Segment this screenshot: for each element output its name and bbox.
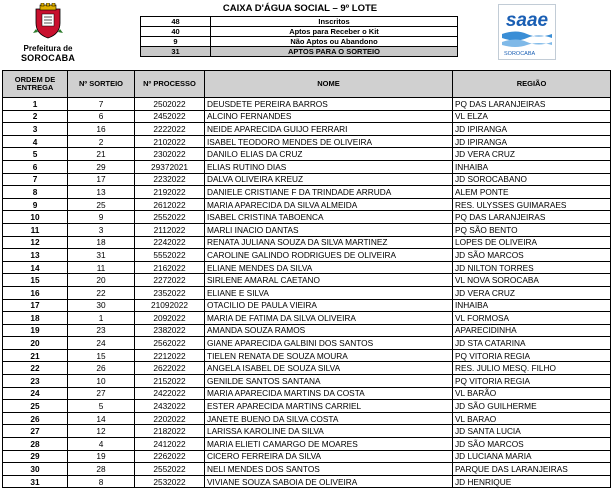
- region-cell: INHAIBA: [453, 299, 611, 312]
- region-cell: VL FORMOSA: [453, 312, 611, 325]
- region-cell: PQ DAS LARANJEIRAS: [453, 98, 611, 111]
- process-number-cell: 2302022: [135, 148, 205, 161]
- draw-number-cell: 9: [68, 211, 135, 224]
- process-number-cell: 29372021: [135, 160, 205, 173]
- saae-logo: [498, 4, 556, 60]
- name-cell: ELIAS RUTINO DIAS: [205, 160, 453, 173]
- draw-number-cell: 15: [68, 349, 135, 362]
- delivery-order-cell: 25: [3, 400, 68, 413]
- table-row: [3, 312, 611, 325]
- name-cell: MARIA DE FATIMA DA SILVA OLIVEIRA: [205, 312, 453, 325]
- summary-count: 31: [141, 47, 211, 57]
- table-row: [3, 211, 611, 224]
- summary-label: APTOS PARA O SORTEIO: [211, 47, 458, 57]
- table-row: [3, 475, 611, 488]
- draw-number-cell: 29: [68, 160, 135, 173]
- process-number-cell: 5552022: [135, 249, 205, 262]
- delivery-order-cell: 22: [3, 362, 68, 375]
- delivery-order-cell: 16: [3, 286, 68, 299]
- region-cell: PQ VITORIA REGIA: [453, 349, 611, 362]
- name-cell: DANILO ELIAS DA CRUZ: [205, 148, 453, 161]
- process-number-cell: 2612022: [135, 198, 205, 211]
- summary-count: 48: [141, 17, 211, 27]
- delivery-order-cell: 10: [3, 211, 68, 224]
- name-cell: AMANDA SOUZA RAMOS: [205, 324, 453, 337]
- delivery-order-cell: 27: [3, 425, 68, 438]
- table-row: [3, 450, 611, 463]
- region-cell: JD IPIRANGA: [453, 135, 611, 148]
- draw-number-cell: 26: [68, 362, 135, 375]
- process-number-cell: 2552022: [135, 211, 205, 224]
- table-row: [3, 123, 611, 136]
- table-row: [3, 362, 611, 375]
- draw-number-cell: 8: [68, 475, 135, 488]
- draw-number-cell: 13: [68, 186, 135, 199]
- region-cell: PARQUE DAS LARANJEIRAS: [453, 463, 611, 476]
- region-cell: RES. JULIO MESQ. FILHO: [453, 362, 611, 375]
- delivery-order-cell: 13: [3, 249, 68, 262]
- process-number-cell: 2112022: [135, 223, 205, 236]
- draw-number-cell: 20: [68, 274, 135, 287]
- process-number-cell: 2192022: [135, 186, 205, 199]
- region-cell: JD NILTON TORRES: [453, 261, 611, 274]
- name-cell: MARLI INACIO DANTAS: [205, 223, 453, 236]
- draw-number-cell: 7: [68, 98, 135, 111]
- table-row: [3, 261, 611, 274]
- table-header-row: [3, 71, 611, 98]
- name-cell: ESTER APARECIDA MARTINS CARRIEL: [205, 400, 453, 413]
- summary-row: [141, 47, 458, 57]
- process-number-cell: 2382022: [135, 324, 205, 337]
- delivery-order-cell: 6: [3, 160, 68, 173]
- delivery-order-cell: 9: [3, 198, 68, 211]
- process-number-cell: 2262022: [135, 450, 205, 463]
- delivery-order-cell: 21: [3, 349, 68, 362]
- region-cell: RES. ULYSSES GUIMARAES: [453, 198, 611, 211]
- table-row: [3, 400, 611, 413]
- process-number-cell: 21092022: [135, 299, 205, 312]
- summary-row: [141, 27, 458, 37]
- draw-number-cell: 23: [68, 324, 135, 337]
- region-cell: JD SOROCABANO: [453, 173, 611, 186]
- process-number-cell: 2272022: [135, 274, 205, 287]
- summary-count: 40: [141, 27, 211, 37]
- delivery-order-cell: 12: [3, 236, 68, 249]
- region-cell: JD SÃO MARCOS: [453, 249, 611, 262]
- column-header: REGIÃO: [453, 71, 611, 98]
- name-cell: GIANE APARECIDA GALBINI DOS SANTOS: [205, 337, 453, 350]
- table-row: [3, 299, 611, 312]
- delivery-order-cell: 18: [3, 312, 68, 325]
- prefeitura-logo: [6, 3, 90, 65]
- name-cell: OTACILIO DE PAULA VIEIRA: [205, 299, 453, 312]
- draw-number-cell: 1: [68, 312, 135, 325]
- process-number-cell: 2222022: [135, 123, 205, 136]
- draw-number-cell: 18: [68, 236, 135, 249]
- process-number-cell: 2102022: [135, 135, 205, 148]
- table-row: [3, 324, 611, 337]
- name-cell: ISABEL TEODORO MENDES DE OLIVEIRA: [205, 135, 453, 148]
- name-cell: ELIANE MENDES DA SILVA: [205, 261, 453, 274]
- table-row: [3, 110, 611, 123]
- region-cell: VL NOVA SOROCABA: [453, 274, 611, 287]
- name-cell: DANIELE CRISTIANE F DA TRINDADE ARRUDA: [205, 186, 453, 199]
- region-cell: PQ DAS LARANJEIRAS: [453, 211, 611, 224]
- process-number-cell: 2552022: [135, 463, 205, 476]
- delivery-order-cell: 3: [3, 123, 68, 136]
- delivery-order-cell: 24: [3, 387, 68, 400]
- process-number-cell: 2212022: [135, 349, 205, 362]
- process-number-cell: 2432022: [135, 400, 205, 413]
- region-cell: JD SANTA LUCIA: [453, 425, 611, 438]
- name-cell: SIRLENE AMARAL CAETANO: [205, 274, 453, 287]
- name-cell: RENATA JULIANA SOUZA DA SILVA MARTINEZ: [205, 236, 453, 249]
- draw-number-cell: 11: [68, 261, 135, 274]
- draw-number-cell: 28: [68, 463, 135, 476]
- summary-count: 9: [141, 37, 211, 47]
- process-number-cell: 2152022: [135, 375, 205, 388]
- table-row: [3, 98, 611, 111]
- delivery-order-cell: 23: [3, 375, 68, 388]
- delivery-order-cell: 31: [3, 475, 68, 488]
- name-cell: ELIANE E SILVA: [205, 286, 453, 299]
- delivery-order-cell: 2: [3, 110, 68, 123]
- draw-number-cell: 4: [68, 438, 135, 451]
- process-number-cell: 2242022: [135, 236, 205, 249]
- table-row: [3, 274, 611, 287]
- saae-logo-text: saae: [505, 10, 549, 31]
- process-number-cell: 2562022: [135, 337, 205, 350]
- table-row: [3, 375, 611, 388]
- table-row: [3, 337, 611, 350]
- prefeitura-label: Prefeitura de: [23, 44, 73, 53]
- region-cell: ALEM PONTE: [453, 186, 611, 199]
- table-row: [3, 186, 611, 199]
- delivery-order-cell: 15: [3, 274, 68, 287]
- draw-number-cell: 14: [68, 412, 135, 425]
- delivery-order-cell: 30: [3, 463, 68, 476]
- region-cell: PQ VITORIA REGIA: [453, 375, 611, 388]
- process-number-cell: 2202022: [135, 412, 205, 425]
- summary-label: Não Aptos ou Abandono: [211, 37, 458, 47]
- draw-number-cell: 19: [68, 450, 135, 463]
- process-number-cell: 2352022: [135, 286, 205, 299]
- delivery-order-cell: 11: [3, 223, 68, 236]
- table-row: [3, 349, 611, 362]
- table-row: [3, 463, 611, 476]
- draw-number-cell: 10: [68, 375, 135, 388]
- name-cell: LARISSA KAROLINE DA SILVA: [205, 425, 453, 438]
- process-number-cell: 2502022: [135, 98, 205, 111]
- draw-number-cell: 17: [68, 173, 135, 186]
- summary-row: [141, 37, 458, 47]
- name-cell: MARIA APARECIDA DA SILVA ALMEIDA: [205, 198, 453, 211]
- document-title: CAIXA D'ÁGUA SOCIAL – 9º LOTE: [222, 3, 378, 14]
- process-number-cell: 2532022: [135, 475, 205, 488]
- column-header: Nº SORTEIO: [68, 71, 135, 98]
- name-cell: ISABEL CRISTINA TABOENCA: [205, 211, 453, 224]
- region-cell: JD SÃO GUILHERME: [453, 400, 611, 413]
- process-number-cell: 2412022: [135, 438, 205, 451]
- name-cell: ALCINO FERNANDES: [205, 110, 453, 123]
- name-cell: ANGELA ISABEL DE SOUZA SILVA: [205, 362, 453, 375]
- region-cell: LOPES DE OLIVEIRA: [453, 236, 611, 249]
- name-cell: DEUSDETE PEREIRA BARROS: [205, 98, 453, 111]
- name-cell: CAROLINE GALINDO RODRIGUES DE OLIVEIRA: [205, 249, 453, 262]
- region-cell: JD VERA CRUZ: [453, 148, 611, 161]
- region-cell: VL ELZA: [453, 110, 611, 123]
- summary-label: Inscritos: [211, 17, 458, 27]
- table-row: [3, 387, 611, 400]
- saae-logo-subtext: SOROCABA: [504, 51, 536, 57]
- table-row: [3, 425, 611, 438]
- table-row: [3, 249, 611, 262]
- region-cell: VL BARÃO: [453, 387, 611, 400]
- process-number-cell: 2232022: [135, 173, 205, 186]
- table-row: [3, 160, 611, 173]
- process-number-cell: 2092022: [135, 312, 205, 325]
- process-number-cell: 2622022: [135, 362, 205, 375]
- name-cell: JANETE BUENO DA SILVA COSTA: [205, 412, 453, 425]
- draw-number-cell: 5: [68, 400, 135, 413]
- delivery-order-cell: 7: [3, 173, 68, 186]
- name-cell: CICERO FERREIRA DA SILVA: [205, 450, 453, 463]
- summary-label: Aptos para Receber o Kit: [211, 27, 458, 37]
- process-number-cell: 2162022: [135, 261, 205, 274]
- process-number-cell: 2182022: [135, 425, 205, 438]
- region-cell: JD LUCIANA MARIA: [453, 450, 611, 463]
- document-header: [0, 0, 612, 70]
- draw-number-cell: 3: [68, 223, 135, 236]
- table-row: [3, 438, 611, 451]
- draw-number-cell: 25: [68, 198, 135, 211]
- delivery-order-cell: 19: [3, 324, 68, 337]
- draw-number-cell: 31: [68, 249, 135, 262]
- region-cell: JD VERA CRUZ: [453, 286, 611, 299]
- draw-number-cell: 12: [68, 425, 135, 438]
- delivery-order-cell: 28: [3, 438, 68, 451]
- draw-number-cell: 16: [68, 123, 135, 136]
- draw-number-cell: 6: [68, 110, 135, 123]
- delivery-order-cell: 29: [3, 450, 68, 463]
- column-header: Nº PROCESSO: [135, 71, 205, 98]
- delivery-order-cell: 20: [3, 337, 68, 350]
- draw-number-cell: 2: [68, 135, 135, 148]
- name-cell: VIVIANE SOUZA SABOIA DE OLIVEIRA: [205, 475, 453, 488]
- region-cell: JD STA CATARINA: [453, 337, 611, 350]
- delivery-order-cell: 17: [3, 299, 68, 312]
- name-cell: MARIA ELIETI CAMARGO DE MOARES: [205, 438, 453, 451]
- table-row: [3, 412, 611, 425]
- delivery-order-cell: 4: [3, 135, 68, 148]
- draw-number-cell: 24: [68, 337, 135, 350]
- delivery-order-table: [2, 70, 611, 488]
- table-row: [3, 236, 611, 249]
- region-cell: VL BARAO: [453, 412, 611, 425]
- delivery-order-cell: 5: [3, 148, 68, 161]
- table-row: [3, 173, 611, 186]
- name-cell: NEIDE APARECIDA GUIJO FERRARI: [205, 123, 453, 136]
- table-row: [3, 135, 611, 148]
- region-cell: PQ SÃO BENTO: [453, 223, 611, 236]
- city-crest-icon: [33, 3, 63, 39]
- process-number-cell: 2452022: [135, 110, 205, 123]
- region-cell: JD SÃO MARCOS: [453, 438, 611, 451]
- draw-number-cell: 22: [68, 286, 135, 299]
- process-number-cell: 2422022: [135, 387, 205, 400]
- column-header: NOME: [205, 71, 453, 98]
- region-cell: INHAIBA: [453, 160, 611, 173]
- city-name-label: SOROCABA: [20, 53, 76, 63]
- region-cell: JD IPIRANGA: [453, 123, 611, 136]
- region-cell: APARECIDINHA: [453, 324, 611, 337]
- table-row: [3, 223, 611, 236]
- delivery-order-cell: 14: [3, 261, 68, 274]
- table-row: [3, 148, 611, 161]
- table-row: [3, 286, 611, 299]
- name-cell: TIELEN RENATA DE SOUZA MOURA: [205, 349, 453, 362]
- name-cell: MARIA APARECIDA MARTINS DA COSTA: [205, 387, 453, 400]
- draw-number-cell: 30: [68, 299, 135, 312]
- draw-number-cell: 27: [68, 387, 135, 400]
- delivery-order-cell: 1: [3, 98, 68, 111]
- name-cell: DALVA OLIVEIRA KREUZ: [205, 173, 453, 186]
- draw-number-cell: 21: [68, 148, 135, 161]
- delivery-order-cell: 8: [3, 186, 68, 199]
- name-cell: GENILDE SANTOS SANTANA: [205, 375, 453, 388]
- summary-row: [141, 17, 458, 27]
- region-cell: JD HENRIQUE: [453, 475, 611, 488]
- summary-table: [140, 16, 458, 57]
- delivery-order-cell: 26: [3, 412, 68, 425]
- table-row: [3, 198, 611, 211]
- column-header: ORDEM DE ENTREGA: [3, 71, 68, 98]
- name-cell: NELI MENDES DOS SANTOS: [205, 463, 453, 476]
